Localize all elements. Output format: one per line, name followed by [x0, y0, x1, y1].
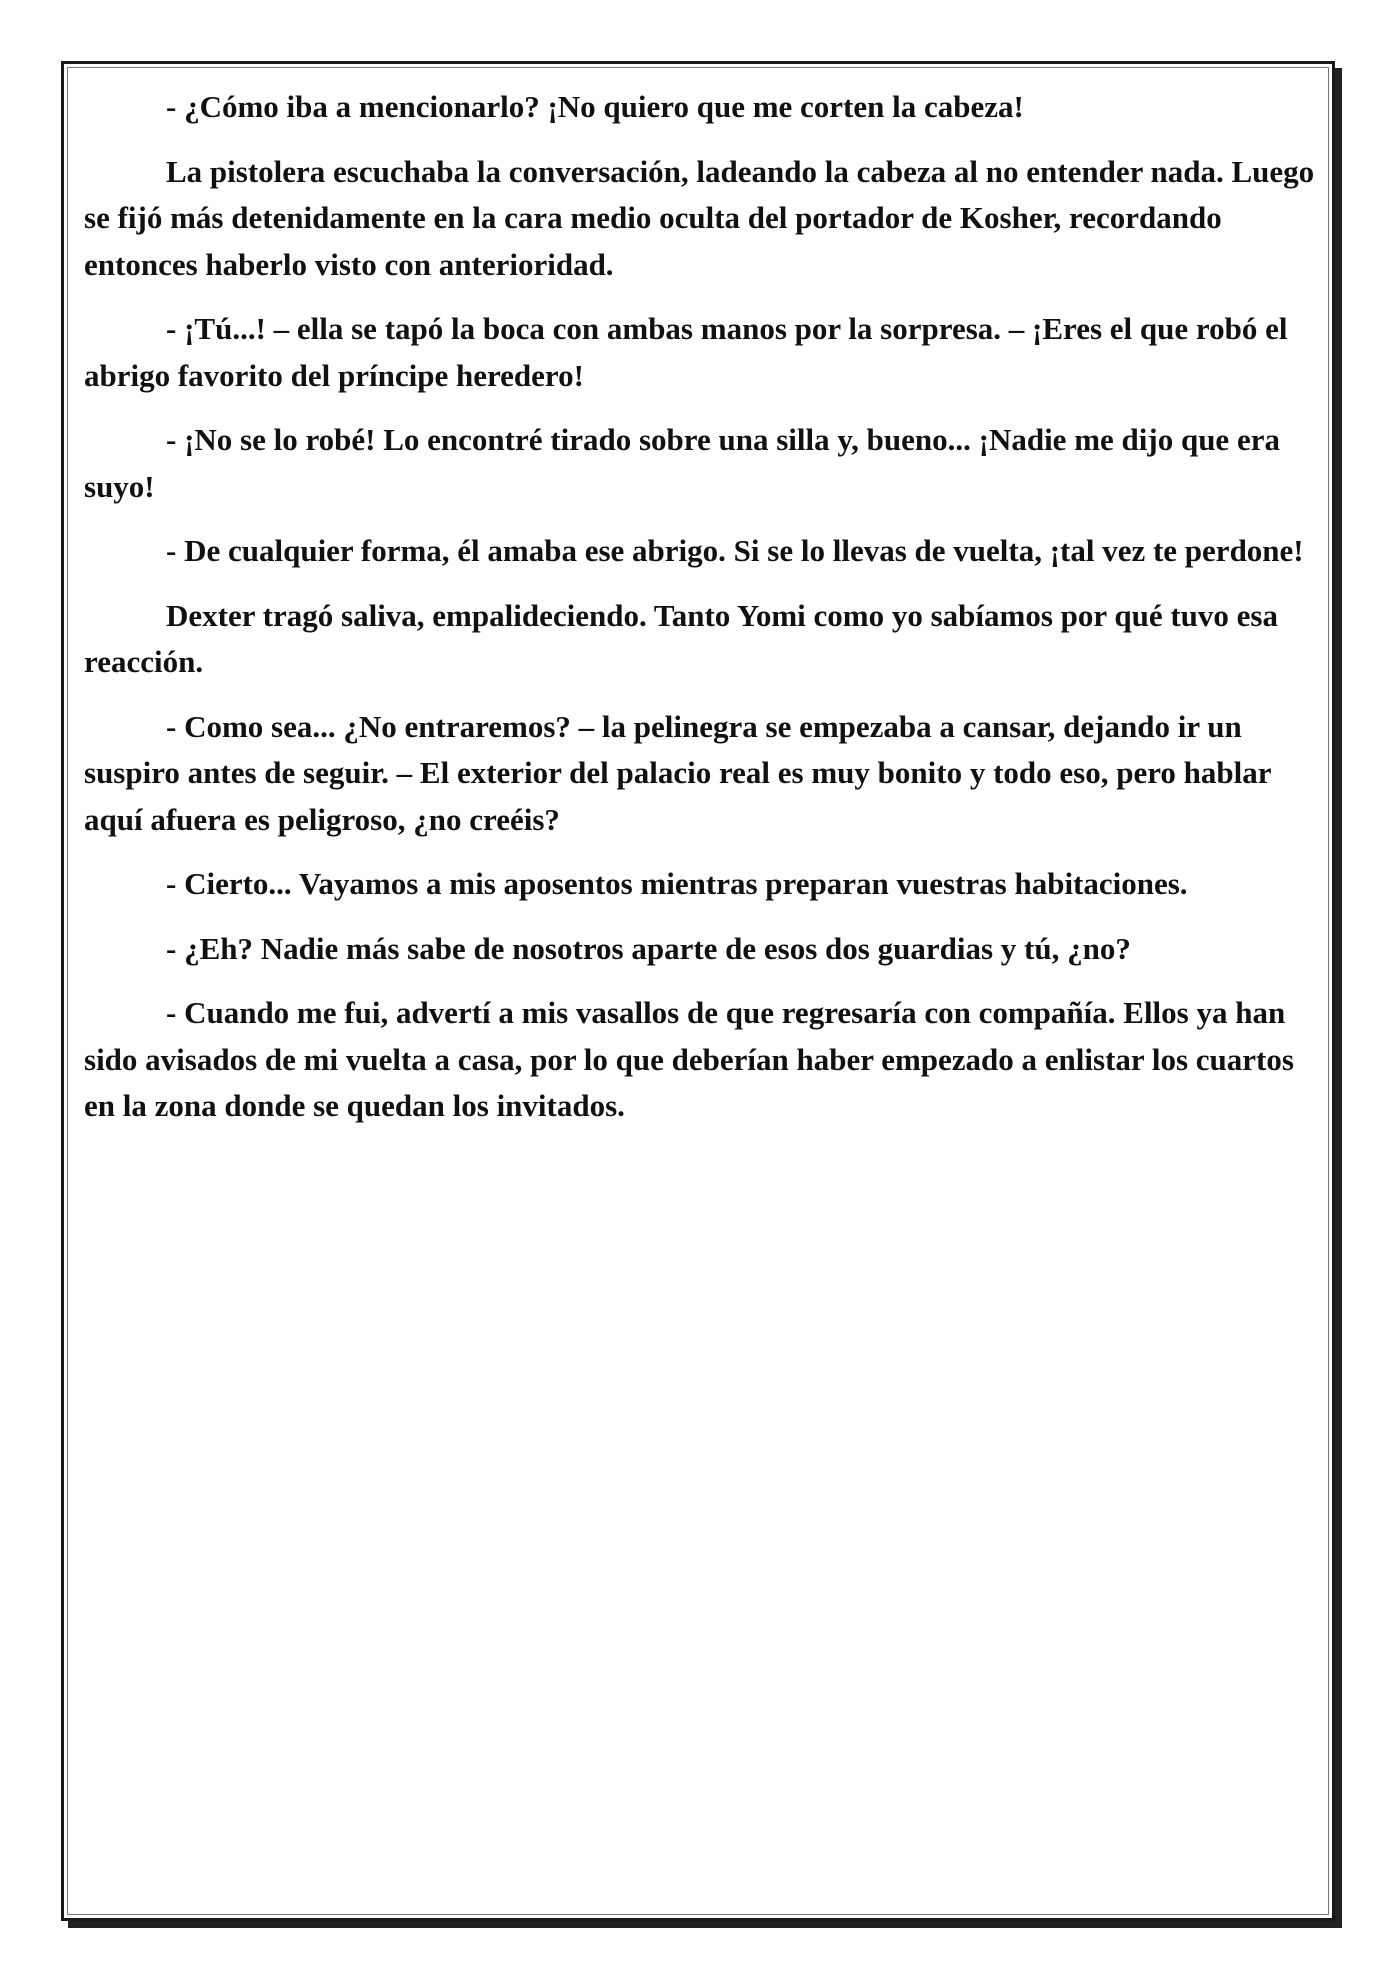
paragraph: - De cualquier forma, él amaba ese abrigo. Si se lo llevas de vuelta, ¡tal vez te perdone! — [166, 533, 1304, 568]
paragraph: - Cierto... Vayamos a mis aposentos mientras preparan vuestras habitaciones. — [166, 866, 1188, 901]
paragraph: - ¡No se lo robé! Lo encontré tirado sobre una silla y, bueno... ¡Nadie me dijo que era suyo! — [84, 422, 1280, 504]
paragraph: - Cuando me fui, advertí a mis vasallos de que regresaría con compañía. Ellos ya han sido avisados de mi vuelta a casa, por lo que deberían haber empezado a enlistar los cuartos en la zona donde se quedan los invitados. — [84, 995, 1294, 1123]
paragraph: - ¿Eh? Nadie más sabe de nosotros aparte de esos dos guardias y tú, ¿no? — [166, 930, 1131, 966]
paragraph: Dexter tragó saliva, empalideciendo. Tanto Yomi como yo sabíamos por qué tuvo esa reacción. — [84, 597, 1278, 679]
paragraph: La pistolera escuchaba la conversación, ladeando la cabeza al no entender nada. Luego se fijó más detenidamente en la cara medio oculta del portador de Kosher, recordando entonces haberlo visto con anterioridad. — [84, 153, 1315, 282]
text-body — [84, 84, 1316, 1148]
paragraph: - Como sea... ¿No entraremos? – la pelinegra se empezaba a cansar, dejando ir un suspiro antes de seguir. – El exterior del palacio real es muy bonito y todo eso, pero hablar aquí afuera es peligroso, ¿no creéis? — [84, 708, 1271, 837]
paragraph: - ¿Cómo iba a mencionarlo? ¡No quiero que me corten la cabeza! — [166, 89, 1024, 124]
paragraph: - ¡Tú...! – ella se tapó la boca con ambas manos por la sorpresa. – ¡Eres el que robó el abrigo favorito del príncipe heredero! — [84, 311, 1288, 393]
